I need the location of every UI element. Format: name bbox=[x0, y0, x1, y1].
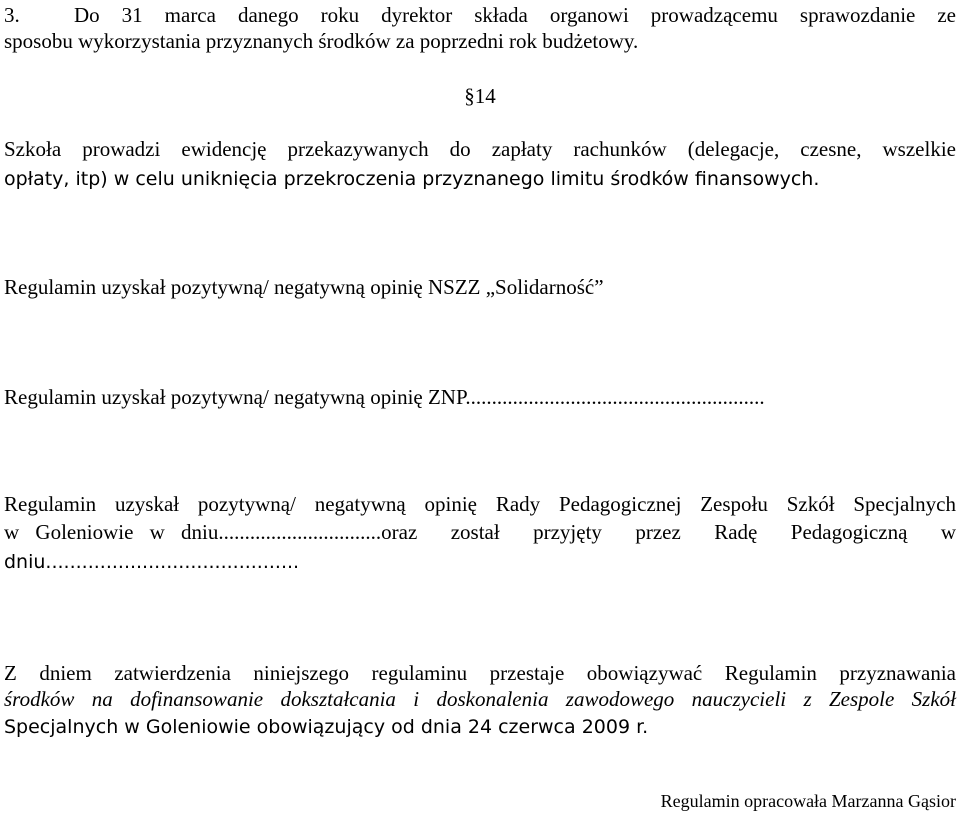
opinion-rada-line-3: dniu.......................................... bbox=[4, 551, 300, 573]
opinion-rada-text-b: oraz został przyjęty przez Radę Pedagogiczną w bbox=[381, 520, 956, 544]
closing-line-3: Specjalnych w Goleniowie obowiązujący od dnia 24 czerwca 2009 r. bbox=[4, 716, 649, 738]
section-14-line-1: Szkoła prowadzi ewidencję przekazywanych do zapłaty rachunków (delegacje, czesne, wszelkie bbox=[4, 137, 956, 161]
opinion-nszz: Regulamin uzyskał pozytywną/ negatywną opinię NSZZ „Solidarność” bbox=[4, 275, 604, 299]
item-3-line-1: Do 31 marca danego roku dyrektor składa organowi prowadzącemu sprawozdanie ze bbox=[74, 3, 956, 27]
item-number: 3. bbox=[4, 3, 20, 27]
section-title: §14 bbox=[464, 84, 496, 108]
signature: Regulamin opracowała Marzanna Gąsior bbox=[660, 791, 956, 811]
opinion-rada-text-a: w Goleniowie w dniu bbox=[4, 520, 219, 544]
section-14-line-2: opłaty, itp) w celu uniknięcia przekroczenia przyznanego limitu środków finansowych. bbox=[4, 168, 820, 190]
opinion-rada-line-2 bbox=[4, 519, 956, 545]
opinion-rada-line-1: Regulamin uzyskał pozytywną/ negatywną opinię Rady Pedagogicznej Zespołu Szkół Specjalnych bbox=[4, 492, 956, 516]
item-3-line-2: sposobu wykorzystania przyznanych środków za poprzedni rok budżetowy. bbox=[4, 29, 639, 53]
closing-line-1: Z dniem zatwierdzenia niniejszego regulaminu przestaje obowiązywać Regulamin przyznawania bbox=[4, 661, 956, 685]
opinion-znp: Regulamin uzyskał pozytywną/ negatywną opinię ZNP......................................................... bbox=[4, 385, 765, 409]
date-blank: ............................... bbox=[218, 520, 382, 544]
closing-line-2: środków na dofinansowanie dokształcania i doskonalenia zawodowego nauczycieli z Zespole Szkół bbox=[4, 687, 956, 711]
